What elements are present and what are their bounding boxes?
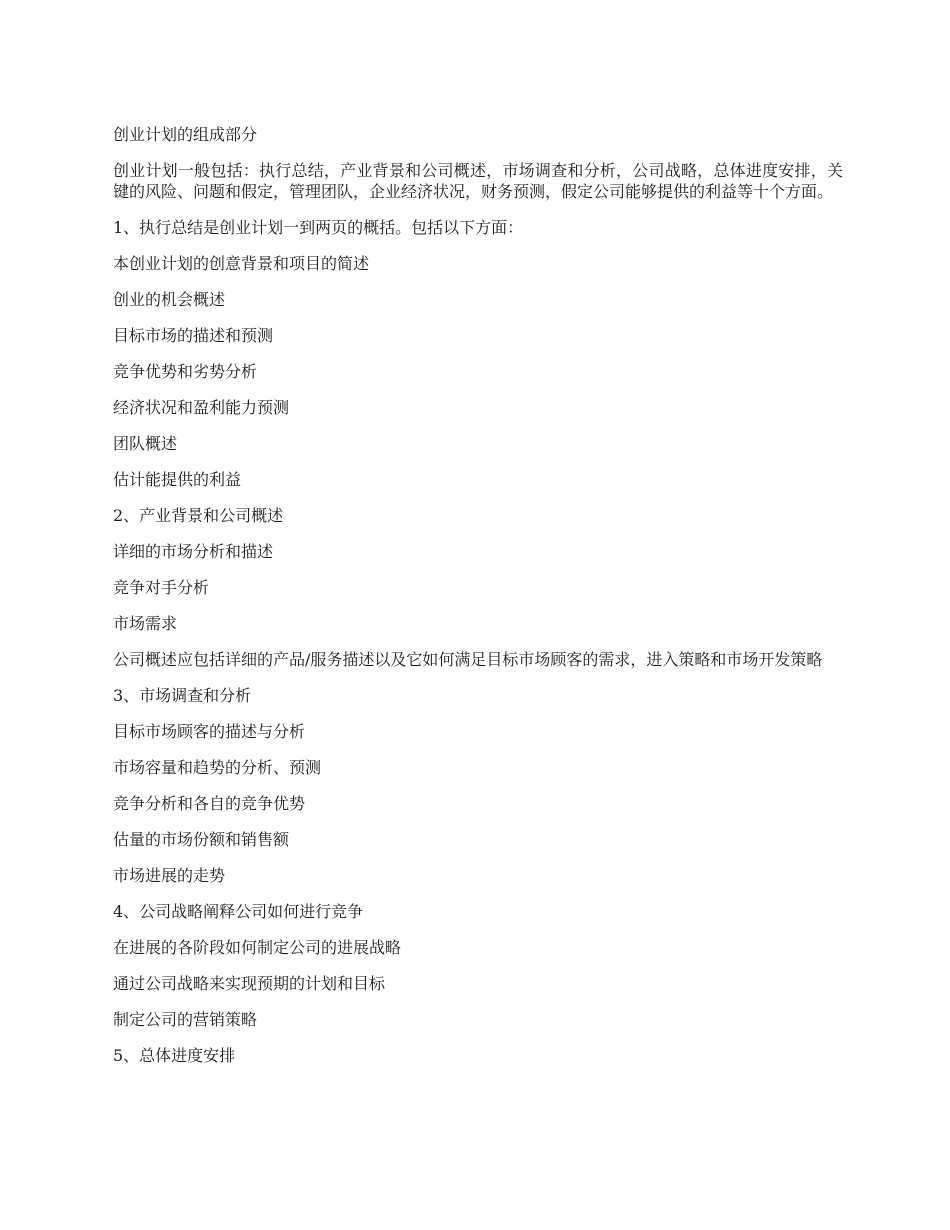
list-item: 竞争优势和劣势分析	[113, 362, 258, 381]
heading-company-strategy: 4、公司战略阐释公司如何进行竞争	[113, 902, 364, 921]
section-title: 创业计划的组成部分	[113, 125, 258, 144]
list-item: 估量的市场份额和销售额	[113, 830, 290, 849]
list-item: 市场容量和趋势的分析、预测	[113, 758, 322, 777]
list-item: 详细的市场分析和描述	[113, 542, 274, 561]
list-item: 竞争对手分析	[113, 578, 210, 597]
list-item: 目标市场的描述和预测	[113, 326, 274, 345]
list-item: 市场需求	[113, 614, 178, 633]
list-item: 通过公司战略来实现预期的计划和目标	[113, 974, 386, 993]
list-item: 经济状况和盈利能力预测	[113, 398, 290, 417]
heading-overall-schedule: 5、总体进度安排	[113, 1046, 236, 1065]
list-item: 本创业计划的创意背景和项目的简述	[113, 254, 370, 273]
company-overview-paragraph: 公司概述应包括详细的产品/服务描述以及它如何满足目标市场顾客的需求，进入策略和市场开发策略	[113, 650, 823, 669]
heading-executive-summary: 1、执行总结是创业计划一到两页的概括。包括以下方面：	[113, 218, 524, 237]
list-item: 创业的机会概述	[113, 290, 226, 309]
list-item: 估计能提供的利益	[113, 470, 242, 489]
heading-market-research: 3、市场调查和分析	[113, 686, 252, 705]
list-item: 目标市场顾客的描述与分析	[113, 722, 306, 741]
list-item: 团队概述	[113, 434, 178, 453]
list-item: 在进展的各阶段如何制定公司的进展战略	[113, 938, 402, 957]
list-item: 市场进展的走势	[113, 866, 226, 885]
heading-industry-background: 2、产业背景和公司概述	[113, 506, 284, 525]
list-item: 制定公司的营销策略	[113, 1010, 258, 1029]
list-item: 竞争分析和各自的竞争优势	[113, 794, 306, 813]
intro-paragraph: 创业计划一般包括：执行总结，产业背景和公司概述，市场调查和分析，公司战略，总体进度安排，关键的风险、问题和假定，管理团队，企业经济状况，财务预测，假定公司能够提供的利益等十个方面。	[113, 161, 843, 201]
document-page	[113, 124, 843, 1066]
